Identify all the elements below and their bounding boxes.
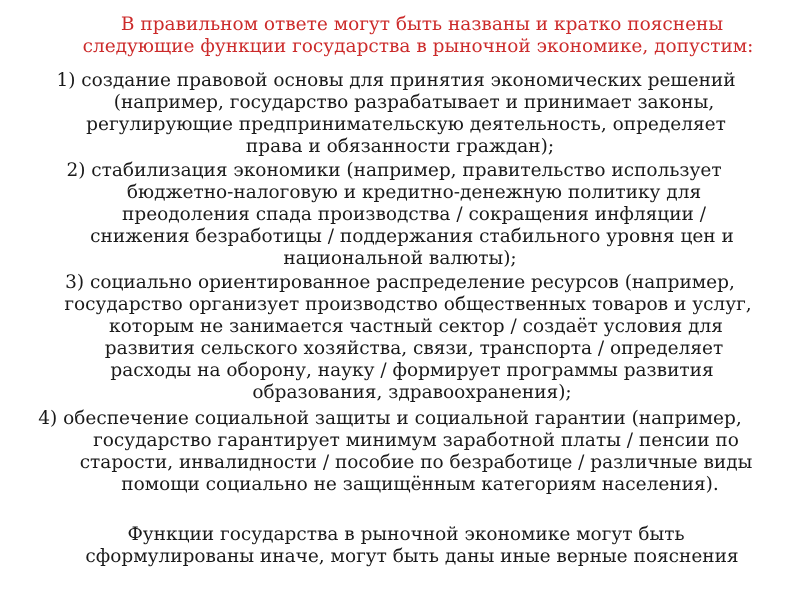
item-2-line-1: 2) стабилизация экономики (например, правительство использует <box>66 160 722 181</box>
item-2-line-4: снижения безработицы / поддержания стабильного уровня цен и <box>90 226 734 247</box>
item-1-line-1: 1) создание правовой основы для принятия экономических решений <box>56 70 736 91</box>
item-3-line-2: государство организует производство общественных товаров и услуг, <box>64 294 752 315</box>
item-4-line-3: старости, инвалидности / пособие по безработице / различные виды <box>79 452 753 473</box>
item-1-line-2: (например, государство разрабатывает и принимает законы, <box>113 92 715 113</box>
item-3-line-1: 3) социально ориентированное распределение ресурсов (например, <box>65 272 735 293</box>
item-3-line-4: развития сельского хозяйства, связи, транспорта / определяет <box>104 338 724 359</box>
item-3-line-3: которым не занимается частный сектор / создаёт условия для <box>109 316 723 337</box>
intro-line-2: следующие функции государства в рыночной экономике, допустим: <box>82 36 754 57</box>
item-4-line-4: помощи социально не защищённым категориям населения). <box>121 474 719 495</box>
item-2-line-5: национальной валюты); <box>283 248 517 269</box>
closing-line-2: сформулированы иначе, могут быть даны иные верные пояснения <box>85 546 739 567</box>
item-2-line-2: бюджетно-налоговую и кредитно-денежную политику для <box>126 182 702 203</box>
item-3-line-6: образования, здравоохранения); <box>252 382 572 403</box>
item-1-line-4: права и обязанности граждан); <box>245 136 555 157</box>
item-1-line-3: регулирующие предпринимательскую деятельность, определяет <box>86 114 726 135</box>
item-4-line-1: 4) обеспечение социальной защиты и социальной гарантии (например, <box>38 408 742 429</box>
closing-line-1: Функции государства в рыночной экономике могут быть <box>127 524 685 545</box>
intro-line-1: В правильном ответе могут быть названы и кратко пояснены <box>120 14 724 35</box>
item-3-line-5: расходы на оборону, науку / формирует программы развития <box>110 360 714 381</box>
item-4-line-2: государство гарантирует минимум заработной платы / пенсии по <box>93 430 739 451</box>
item-2-line-3: преодоления спада производства / сокращения инфляции / <box>122 204 706 225</box>
